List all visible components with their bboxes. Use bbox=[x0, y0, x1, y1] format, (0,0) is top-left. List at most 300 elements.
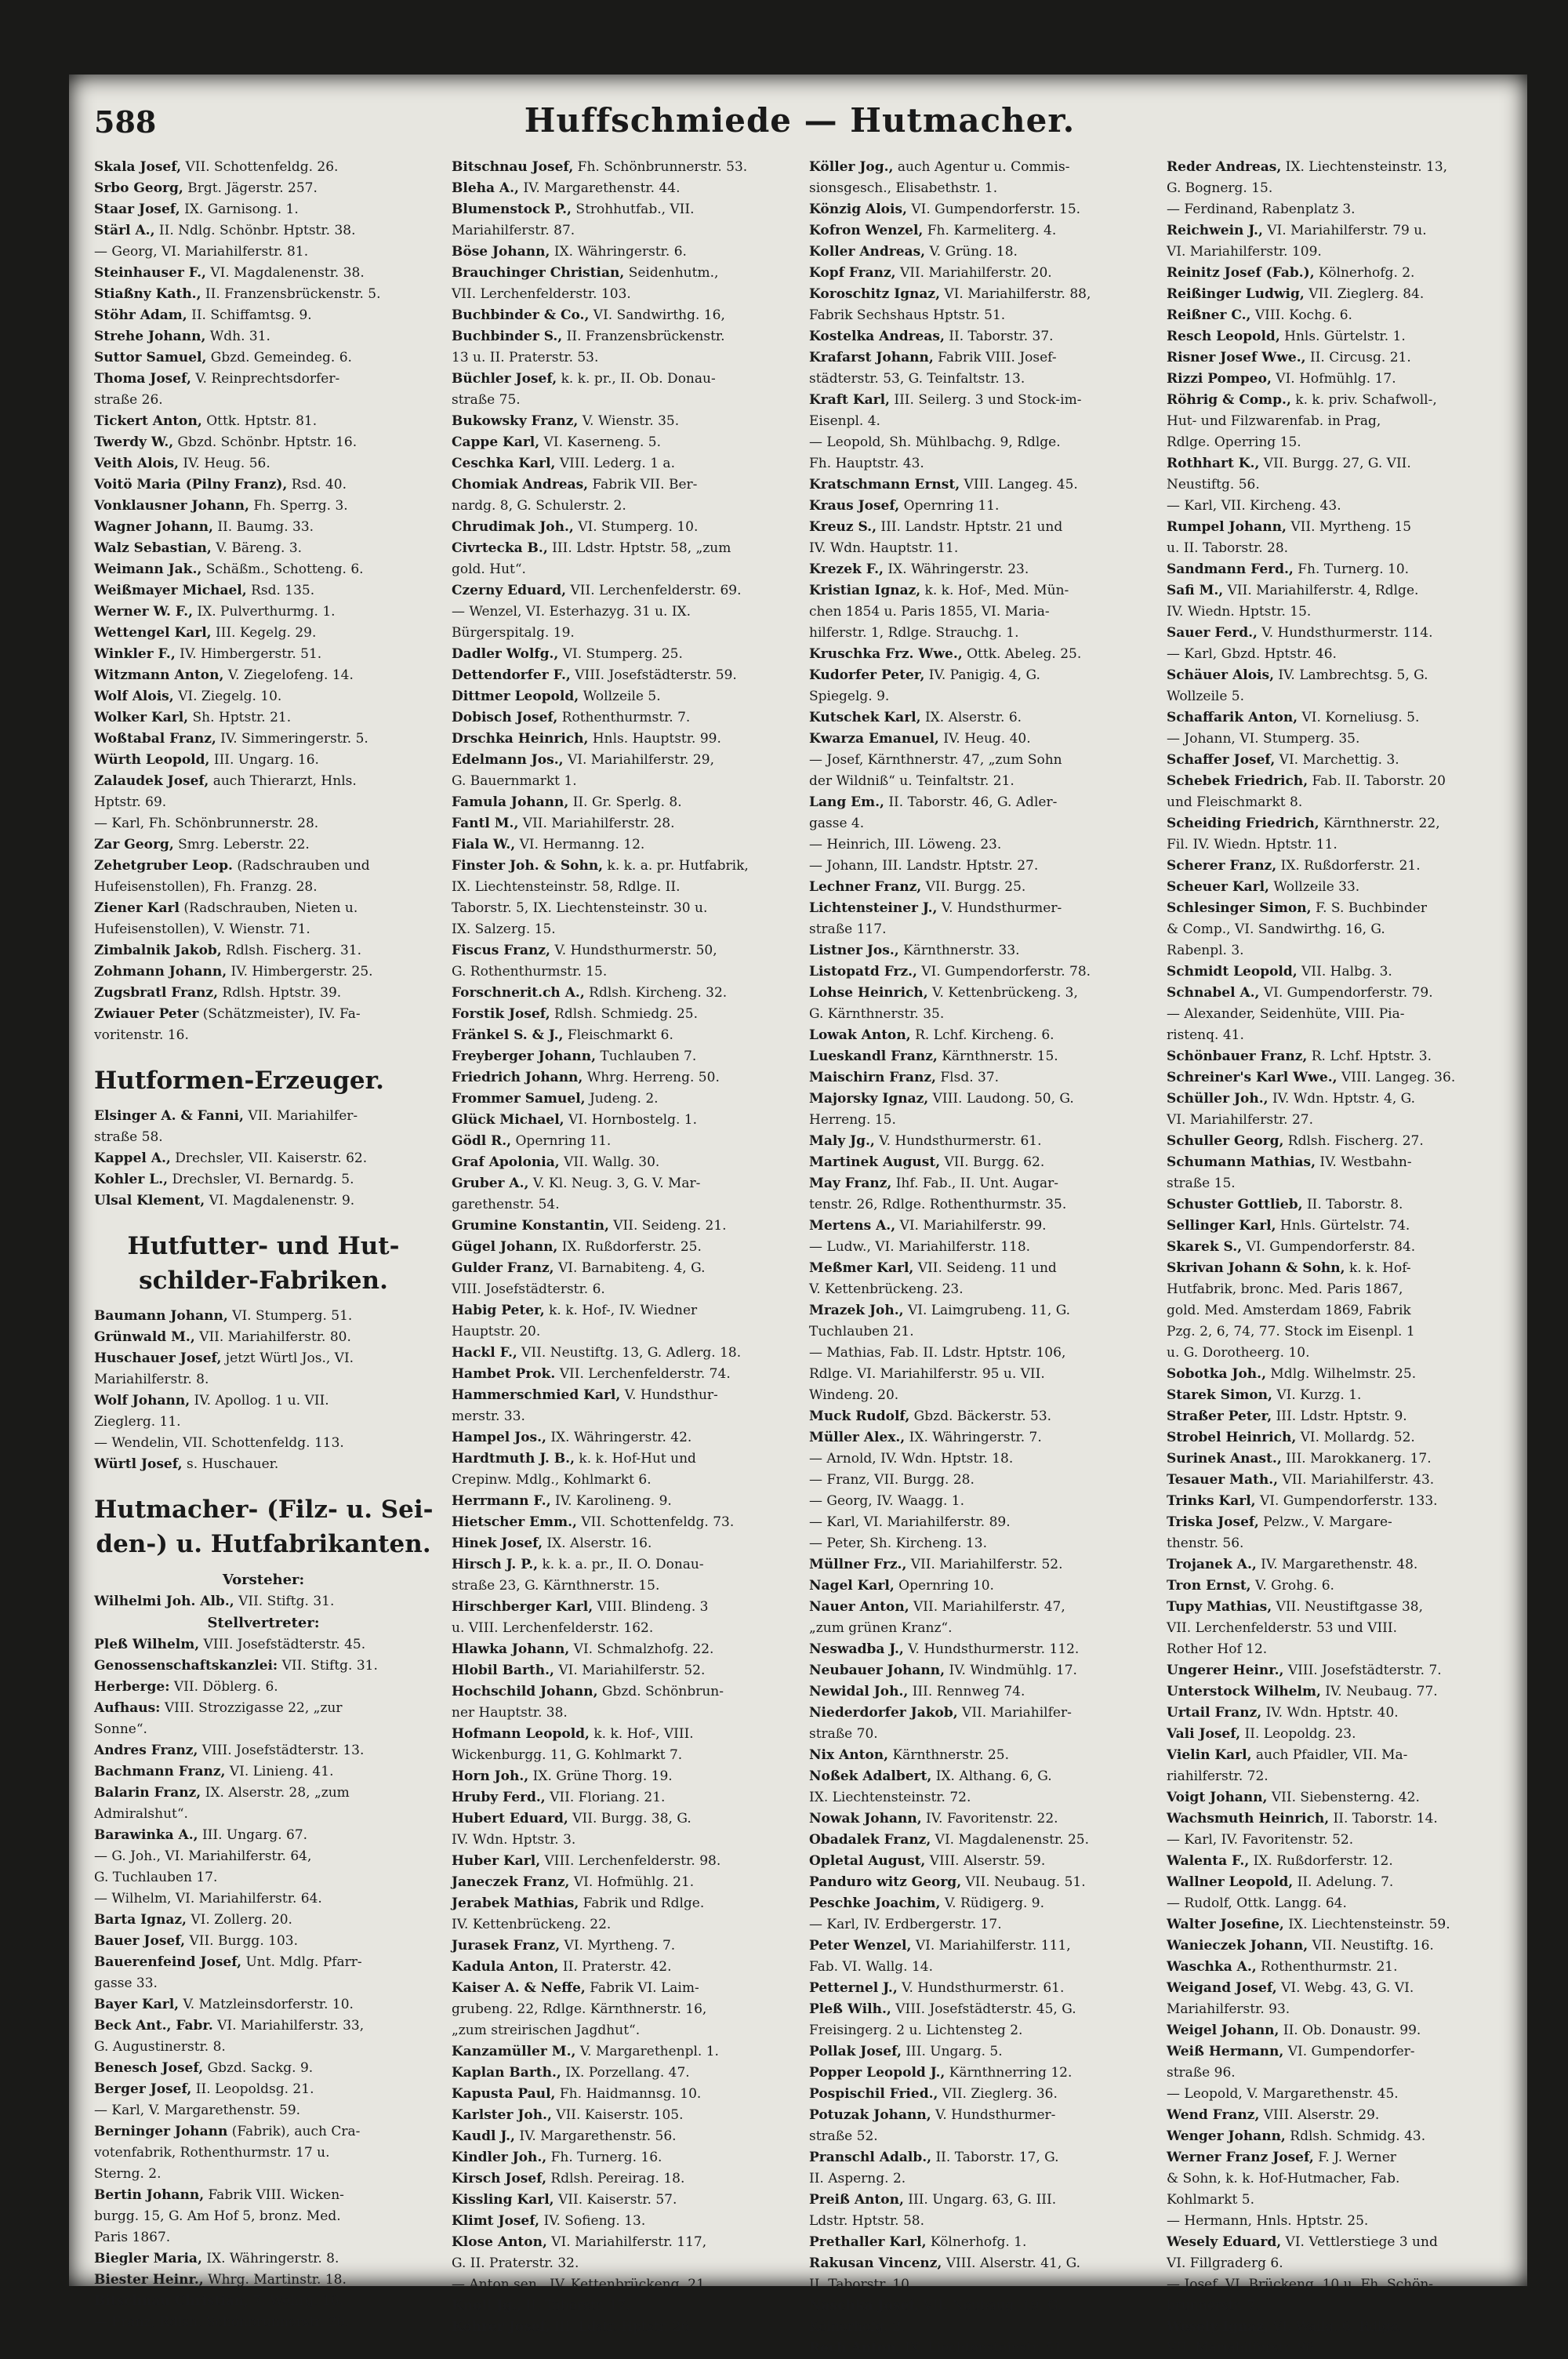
directory-entry bbox=[1167, 1258, 1505, 1279]
directory-entry bbox=[809, 729, 1148, 750]
directory-entry bbox=[1167, 453, 1505, 474]
entry-address: VI. Mariahilferstr. 88, bbox=[940, 286, 1091, 302]
directory-entry bbox=[809, 517, 1148, 538]
entry-address: VIII. Strozzigasse 22, „zur bbox=[160, 1700, 343, 1716]
directory-entry bbox=[1167, 1343, 1505, 1364]
directory-entry bbox=[809, 877, 1148, 898]
directory-entry bbox=[452, 580, 790, 602]
entry-address: VIII. Laudong. 50, G. bbox=[928, 1091, 1074, 1107]
entry-address: II. Praterstr. 42. bbox=[558, 1959, 672, 1975]
entry-name: Majorsky Ignaz, bbox=[809, 1091, 929, 1107]
directory-entry bbox=[452, 2168, 790, 2190]
entry-address: — Anton sen., IV. Kettenbrückeng. 21. bbox=[452, 2277, 710, 2292]
directory-entry bbox=[1167, 792, 1505, 813]
entry-address: VII. Kaiserstr. 57. bbox=[554, 2192, 677, 2208]
entry-address: gold. Med. Amsterdam 1869, Fabrik bbox=[1167, 1303, 1411, 1318]
entry-name: Vielin Karl, bbox=[1167, 1747, 1252, 1763]
entry-address: grubeng. 22, Rdlge. Kärnthnerstr. 16, bbox=[452, 2001, 707, 2017]
entry-address: gasse 4. bbox=[809, 816, 865, 831]
directory-entry bbox=[452, 1724, 790, 1745]
entry-address: Fabrik VIII. Josef- bbox=[933, 350, 1057, 365]
directory-entry bbox=[809, 1576, 1148, 1597]
entry-address: straße 26. bbox=[94, 392, 163, 408]
directory-entry bbox=[452, 1152, 790, 1173]
entry-address: IV. Apollog. 1 u. VII. bbox=[190, 1393, 329, 1408]
directory-entry bbox=[452, 2211, 790, 2232]
entry-name: Hammerschmied Karl, bbox=[452, 1387, 621, 1403]
directory-entry bbox=[1167, 898, 1505, 919]
entry-address: VII. Mariahilferstr. 47, bbox=[909, 1599, 1065, 1615]
directory-entry bbox=[1167, 1681, 1505, 1703]
entry-address: VI. Schmalzhofg. 22. bbox=[569, 1641, 714, 1657]
entry-address: VII. Seideng. 11 und bbox=[913, 1260, 1057, 1276]
entry-address: V. Hundsthurmerstr. 50, bbox=[550, 943, 717, 958]
directory-entry bbox=[94, 538, 433, 559]
entry-address: IX. Währingerstr. 6. bbox=[550, 244, 687, 260]
entry-name: Bitschnau Josef, bbox=[452, 159, 574, 175]
entry-name: Genossenschaftskanzlei: bbox=[94, 1658, 278, 1674]
section-heading-hutformen: Hutformen-Erzeuger. bbox=[94, 1067, 384, 1095]
directory-entry bbox=[452, 1258, 790, 1279]
directory-entry bbox=[94, 856, 433, 877]
directory-entry bbox=[94, 771, 433, 792]
entry-address: Ottk. Abeleg. 25. bbox=[962, 646, 1082, 662]
directory-entry bbox=[1167, 263, 1505, 284]
directory-entry bbox=[1167, 813, 1505, 834]
column-1 bbox=[94, 157, 434, 2330]
entry-address: k. k. Hof-, VIII. bbox=[589, 1726, 694, 1742]
entry-address: Ihf. Fab., II. Unt. Augar- bbox=[891, 1176, 1059, 1191]
directory-entry bbox=[452, 1131, 790, 1152]
directory-entry bbox=[1167, 2084, 1505, 2105]
entry-address: IV. Karolineng. 9. bbox=[550, 1493, 672, 1509]
entry-address: Neustiftg. 56. bbox=[1167, 477, 1260, 493]
entry-address: II. Leopoldsg. 21. bbox=[191, 2081, 314, 2097]
entry-address: IV. Heug. 56. bbox=[178, 456, 270, 471]
entry-address: VI. Myrtheng. 7. bbox=[560, 1938, 676, 1954]
directory-entry bbox=[809, 2168, 1148, 2190]
entry-address: VI. Hofmühlg. 21. bbox=[569, 1874, 695, 1890]
entry-address: Rothenthurmstr. 7. bbox=[557, 710, 691, 725]
directory-entry bbox=[452, 1914, 790, 1936]
entry-address: Crepinw. Mdlg., Kohlmarkt 6. bbox=[452, 1472, 652, 1488]
entry-name: Hackl F., bbox=[452, 1345, 517, 1361]
directory-entry bbox=[809, 792, 1148, 813]
entry-name: Herberge: bbox=[94, 1679, 170, 1695]
entry-name: Stärl A., bbox=[94, 223, 155, 238]
entry-name: Köhrer Josef, bbox=[452, 2319, 550, 2335]
directory-entry bbox=[452, 919, 790, 940]
directory-entry bbox=[94, 580, 433, 602]
entry-address: Gbzd. Gemeindeg. 6. bbox=[206, 350, 352, 365]
entry-address: Fh. Schönbrunnerstr. 53. bbox=[573, 159, 748, 175]
entry-name: Scheuer Karl, bbox=[1167, 879, 1269, 895]
entry-address: VI. Kaserneng. 5. bbox=[539, 434, 662, 450]
directory-entry bbox=[1167, 1703, 1505, 1724]
directory-entry bbox=[94, 877, 433, 898]
entry-name: Hietscher Emm., bbox=[452, 1514, 577, 1530]
entry-name: Kutschek Karl, bbox=[809, 710, 921, 725]
directory-entry bbox=[94, 2248, 433, 2270]
entry-address: VI. Kurzg. 1. bbox=[1272, 1387, 1362, 1403]
directory-entry bbox=[809, 2253, 1148, 2274]
column-2 bbox=[452, 157, 790, 2335]
entry-name: Tickert Anton, bbox=[94, 413, 202, 429]
directory-entry bbox=[94, 1369, 433, 1390]
entry-name: Steinhauser F., bbox=[94, 265, 206, 281]
directory-entry bbox=[809, 432, 1148, 453]
entry-address: Seidenhutm., bbox=[624, 265, 719, 281]
entry-name: Ulsal Klement, bbox=[94, 1193, 205, 1209]
directory-entry bbox=[1167, 686, 1505, 707]
entry-name: Neubauer Johann, bbox=[809, 1663, 946, 1678]
entry-address: V. Reinprechtsdorfer- bbox=[191, 371, 340, 387]
directory-entry bbox=[1167, 1110, 1505, 1131]
entry-address: Kölnerhofg. 1. bbox=[926, 2234, 1027, 2250]
column-3 bbox=[809, 157, 1148, 2356]
entry-address: Ottk. Hptstr. 81. bbox=[201, 413, 318, 429]
entry-address: 7. Wehrg. 16. bbox=[249, 2293, 344, 2309]
entry-name: Pollak Josef, bbox=[809, 2044, 902, 2059]
entry-address: VI. Magdalenenstr. 9. bbox=[205, 1193, 355, 1209]
directory-entry bbox=[94, 2058, 433, 2079]
directory-entry bbox=[452, 517, 790, 538]
entry-name: Skala Josef, bbox=[94, 159, 182, 175]
entry-name: Klimt Josef, bbox=[452, 2213, 540, 2229]
entry-name: Ziener Karl bbox=[94, 900, 180, 916]
directory-entry bbox=[452, 1830, 790, 1851]
entry-address: — Josef, VI. Brückeng. 10 u. Fh. Schön- bbox=[1167, 2277, 1434, 2292]
entry-address: Rdlge. Operring 15. bbox=[1167, 434, 1301, 450]
entry-address: IV. Wdn. Hptstr. 40. bbox=[1261, 1705, 1399, 1721]
entry-name: Lueskandl Franz, bbox=[809, 1049, 938, 1064]
entry-address: II. Ndlg. Schönbr. Hptstr. 38. bbox=[154, 223, 356, 238]
entry-name: Listopatd Frz., bbox=[809, 964, 917, 980]
entry-address: Sh. Hptstr. 21. bbox=[188, 710, 292, 725]
entry-address: VI. Vettlerstiege 3 und bbox=[1281, 2234, 1438, 2250]
directory-entry bbox=[809, 538, 1148, 559]
directory-entry bbox=[809, 1597, 1148, 1618]
entry-address: straße 52. bbox=[809, 2128, 878, 2144]
directory-entry bbox=[1167, 1406, 1505, 1427]
entry-name: Biegler Maria, bbox=[94, 2251, 202, 2266]
entry-name: Reinitz Josef (Fab.), bbox=[1167, 265, 1315, 281]
directory-entry bbox=[1167, 474, 1505, 496]
directory-entry bbox=[94, 1931, 433, 1952]
entry-address: Brgt. Jägerstr. 257. bbox=[183, 180, 318, 196]
directory-entry bbox=[94, 623, 433, 644]
directory-entry bbox=[94, 263, 433, 284]
directory-entry bbox=[1167, 1639, 1505, 1660]
entry-name: Vonklausner Johann, bbox=[94, 498, 249, 514]
entry-address: — Peter, Sh. Kircheng. 13. bbox=[809, 1536, 987, 1551]
directory-entry bbox=[452, 538, 790, 559]
entry-address: VII. Neustiftg. 16. bbox=[1308, 1938, 1434, 1954]
column-4 bbox=[1167, 157, 1505, 2356]
entry-address: Fil. IV. Wiedn. Hptstr. 11. bbox=[1167, 837, 1338, 852]
entry-address: und Fleischmarkt 8. bbox=[1167, 794, 1303, 810]
entry-address: II. Circusg. 21. bbox=[1305, 350, 1411, 365]
entry-name: Starek Simon, bbox=[1167, 1387, 1272, 1403]
directory-entry bbox=[452, 1554, 790, 1576]
entry-address: III. Ungarg. 5. bbox=[901, 2044, 1003, 2059]
directory-entry bbox=[809, 898, 1148, 919]
directory-entry bbox=[1167, 983, 1505, 1004]
entry-name: Kristian Ignaz, bbox=[809, 583, 921, 598]
directory-entry bbox=[1167, 1216, 1505, 1237]
entry-address: VI. Mariahilferstr. 27. bbox=[1167, 1112, 1313, 1128]
entry-name: Opletal August, bbox=[809, 1853, 926, 1869]
entry-address: IX. Garnisong. 1. bbox=[180, 202, 299, 217]
entry-address: Freisingerg. 2 u. Lichtensteg 2. bbox=[809, 2023, 1023, 2038]
entry-address: IV. Heug. 40. bbox=[938, 731, 1031, 747]
directory-entry bbox=[452, 1957, 790, 1978]
entry-name: Bachmann Franz, bbox=[94, 1764, 226, 1779]
directory-entry bbox=[452, 369, 790, 390]
entry-name: Ungerer Heinr., bbox=[1167, 1663, 1284, 1678]
entry-name: Rumpel Johann, bbox=[1167, 519, 1287, 535]
entry-name: Aufhaus: bbox=[94, 1700, 161, 1716]
entry-address: III. Rennweg 74. bbox=[908, 1684, 1025, 1699]
directory-entry bbox=[1167, 1554, 1505, 1576]
entry-name: Scherer Franz, bbox=[1167, 858, 1277, 874]
directory-entry bbox=[809, 1957, 1148, 1978]
entry-address: u. VIII. Lerchenfelderstr. 162. bbox=[452, 1620, 654, 1636]
entry-address: garethenstr. 54. bbox=[452, 1197, 560, 1212]
entry-name: Sauer Ferd., bbox=[1167, 625, 1258, 641]
entry-address: Kärnthnerring 12. bbox=[945, 2065, 1073, 2081]
entry-address: VI. Hermanng. 12. bbox=[515, 837, 645, 852]
entry-address: III. Ungarg. 67. bbox=[198, 1827, 308, 1843]
directory-entry bbox=[452, 1046, 790, 1067]
directory-entry bbox=[809, 1512, 1148, 1533]
entry-address: VII. Burgg. 27, G. VII. bbox=[1259, 456, 1411, 471]
entry-name: Bleha A., bbox=[452, 180, 519, 196]
entry-name: Dettendorfer F., bbox=[452, 667, 571, 683]
entry-name: Berger Josef, bbox=[94, 2081, 192, 2097]
directory-entry bbox=[452, 432, 790, 453]
entry-name: Schmidt Leopold, bbox=[1167, 964, 1298, 980]
directory-entry bbox=[809, 220, 1148, 242]
directory-entry bbox=[94, 2291, 433, 2312]
directory-entry bbox=[94, 2143, 433, 2164]
entry-name: Pleß Wilhelm, bbox=[94, 1637, 200, 1652]
entry-name: Könzig Alois, bbox=[809, 202, 907, 217]
directory-entry bbox=[452, 305, 790, 326]
entry-address: Whrg. Martinstr. 18. bbox=[203, 2272, 347, 2288]
entry-address: Fabrik VIII. Wicken- bbox=[204, 2187, 344, 2203]
entry-name: Kirsch Josef, bbox=[452, 2171, 547, 2186]
entry-name: Panduro witz Georg, bbox=[809, 1874, 962, 1890]
directory-entry bbox=[452, 1660, 790, 1681]
directory-entry bbox=[452, 644, 790, 665]
directory-entry bbox=[809, 1004, 1148, 1025]
entry-address: — Franz, VII. Burgg. 28. bbox=[809, 1472, 975, 1488]
entry-name: Hirsch J. P., bbox=[452, 1557, 539, 1572]
entry-name: Andres Franz, bbox=[94, 1743, 198, 1758]
entry-address: VIII. Alserstr. 59. bbox=[925, 1853, 1046, 1869]
entry-address: VIII. Alserstr. 41, G. bbox=[942, 2255, 1081, 2271]
directory-entry bbox=[94, 1390, 433, 1412]
directory-entry bbox=[809, 2126, 1148, 2147]
entry-address: k. k. a. pr. Hutfabrik, bbox=[603, 858, 749, 874]
entry-address: straße 96. bbox=[1167, 2065, 1236, 2081]
directory-entry bbox=[452, 1067, 790, 1089]
section-heading-line: Hutfutter- und Hut- bbox=[127, 1232, 400, 1260]
entry-name: Zohmann Johann, bbox=[94, 964, 227, 980]
entry-name: Rakusan Vincenz, bbox=[809, 2255, 942, 2271]
section-heading-hutfutter bbox=[94, 1229, 433, 1298]
entry-name: Müllner Frz., bbox=[809, 1557, 907, 1572]
entry-address: VII. Burgg. 62. bbox=[940, 1154, 1045, 1170]
directory-entry bbox=[94, 1994, 433, 2016]
entry-address: VIII. Josefstädterstr. 6. bbox=[452, 1281, 605, 1297]
entry-name: Urtail Franz, bbox=[1167, 1705, 1262, 1721]
entry-address: III. Landstr. Hptstr. 21 und bbox=[877, 519, 1063, 535]
entry-name: Hinek Josef, bbox=[452, 1536, 543, 1551]
entry-name: Edelmann Jos., bbox=[452, 752, 564, 768]
entry-address: III. Ldstr. Hptstr. 9. bbox=[1272, 1408, 1407, 1424]
entry-name: Mrazek Joh., bbox=[809, 1303, 904, 1318]
entry-address: VII. Lerchenfelderstr. 69. bbox=[566, 583, 742, 598]
directory-entry bbox=[452, 1194, 790, 1216]
entry-address: Fh. Turnerg. 10. bbox=[1293, 562, 1410, 577]
directory-entry bbox=[94, 1454, 433, 1475]
directory-entry bbox=[452, 1004, 790, 1025]
directory-entry bbox=[1167, 644, 1505, 665]
directory-entry bbox=[1167, 1766, 1505, 1787]
entry-address: Hufeisenstollen), V. Wienstr. 71. bbox=[94, 921, 310, 937]
entry-name: Kwarza Emanuel, bbox=[809, 731, 939, 747]
directory-entry bbox=[452, 199, 790, 220]
entry-name: Finster Joh. & Sohn, bbox=[452, 858, 604, 874]
entry-address: VI. Stumperg. 10. bbox=[573, 519, 699, 535]
directory-entry bbox=[1167, 1470, 1505, 1491]
entry-address: Sterng. 2. bbox=[94, 2166, 162, 2182]
entry-address: VIII. Alserstr. 29. bbox=[1259, 2107, 1380, 2123]
entry-name: Wilhelmi Joh. Alb., bbox=[94, 1594, 234, 1609]
directory-entry bbox=[452, 1173, 790, 1194]
directory-entry bbox=[1167, 559, 1505, 580]
entry-address: der Wildniß“ u. Teinfaltstr. 21. bbox=[809, 773, 1014, 789]
directory-entry bbox=[1167, 1385, 1505, 1406]
directory-entry bbox=[809, 1745, 1148, 1766]
entry-name: Stiaßny Kath., bbox=[94, 286, 201, 302]
entry-address: V. Hundsthurmerstr. 61. bbox=[874, 1133, 1042, 1149]
entry-name: Kapusta Paul, bbox=[452, 2086, 556, 2102]
directory-entry bbox=[452, 1872, 790, 1893]
directory-entry bbox=[809, 1681, 1148, 1703]
entry-address: IV. Panigig. 4, G. bbox=[924, 667, 1040, 683]
directory-entry bbox=[1167, 1173, 1505, 1194]
entry-address: VII. Lerchenfelderstr. 53 und VIII. bbox=[1167, 1620, 1397, 1636]
entry-address: IV. Wiedn. Hptstr. 15. bbox=[1167, 604, 1312, 620]
entry-address: II. Leopoldg. 23. bbox=[1240, 1726, 1356, 1742]
directory-entry bbox=[1167, 1279, 1505, 1300]
directory-page bbox=[69, 75, 1527, 2356]
entry-name: Nix Anton, bbox=[809, 1747, 889, 1763]
entry-address: V. Kl. Neug. 3, G. V. Mar- bbox=[528, 1176, 701, 1191]
entry-address: Fabrik VI. Laim- bbox=[585, 1980, 699, 1996]
directory-entry bbox=[94, 474, 433, 496]
directory-entry bbox=[1167, 834, 1505, 856]
entry-name: Voitö Maria (Pilny Franz), bbox=[94, 477, 288, 493]
directory-entry bbox=[1167, 1131, 1505, 1152]
entry-name: Safi M., bbox=[1167, 583, 1224, 598]
directory-entry bbox=[94, 940, 433, 961]
entry-name: Strobel Heinrich, bbox=[1167, 1430, 1297, 1445]
entry-address: VII. Zieglerg. 36. bbox=[938, 2086, 1058, 2102]
entry-name: Chrudimak Joh., bbox=[452, 519, 574, 535]
entry-address: — Hermann, Hnls. Hptstr. 25. bbox=[1167, 2213, 1369, 2229]
directory-entry bbox=[1167, 602, 1505, 623]
entry-address: IX. Liechtensteinstr. 72. bbox=[809, 1790, 971, 1805]
directory-entry bbox=[452, 1999, 790, 2020]
entry-address: — Leopold, Sh. Mühlbachg. 9, Rdlge. bbox=[809, 434, 1061, 450]
entry-name: Pleß Wilh., bbox=[809, 2001, 891, 2017]
directory-entry bbox=[809, 2317, 1148, 2338]
directory-entry bbox=[1167, 877, 1505, 898]
entry-address: Rabenpl. 3. bbox=[1167, 943, 1244, 958]
entry-name: Gödl R., bbox=[452, 1133, 512, 1149]
entry-name: Resch Leopold, bbox=[1167, 329, 1280, 344]
directory-entry bbox=[1167, 1067, 1505, 1089]
directory-entry bbox=[94, 517, 433, 538]
entry-address: auch Thierarzt, Hnls. bbox=[209, 773, 357, 789]
entry-address: Hnls. Gürtelstr. 1. bbox=[1279, 329, 1406, 344]
entry-address: Mariahilferstr. 8. bbox=[94, 1372, 209, 1387]
entry-address: Rother Hof 12. bbox=[1167, 1641, 1268, 1657]
entry-address: nardg. 8, G. Schulerstr. 2. bbox=[452, 498, 626, 514]
directory-entry bbox=[94, 1591, 433, 1612]
directory-entry bbox=[94, 1004, 433, 1025]
directory-entry bbox=[452, 898, 790, 919]
entry-address: Ldstr. Hptstr. 58. bbox=[809, 2213, 924, 2229]
directory-entry bbox=[1167, 369, 1505, 390]
entry-address: VII. Seideng. 21. bbox=[608, 1218, 727, 1234]
directory-entry bbox=[452, 1681, 790, 1703]
entry-address: Gbzd. Sackg. 9. bbox=[203, 2060, 314, 2076]
directory-entry bbox=[1167, 1914, 1505, 1936]
entry-address: VII. Burgg. 103. bbox=[185, 1933, 298, 1949]
directory-entry bbox=[809, 1089, 1148, 1110]
entry-name: Schlesinger Simon, bbox=[1167, 900, 1312, 916]
section-heading-line: den-) u. Hutfabrikanten. bbox=[96, 1530, 431, 1558]
directory-entry bbox=[809, 1491, 1148, 1512]
entry-address: III. Marokkanerg. 17. bbox=[1281, 1451, 1432, 1467]
directory-entry bbox=[94, 961, 433, 983]
entry-address: Mariahilferstr. 87. bbox=[452, 223, 575, 238]
directory-entry bbox=[809, 644, 1148, 665]
directory-entry bbox=[809, 1533, 1148, 1554]
directory-entry bbox=[809, 242, 1148, 263]
directory-entry bbox=[1167, 707, 1505, 729]
entry-address: V. Bäreng. 3. bbox=[211, 540, 303, 556]
entry-address: II. Taborstr. 8. bbox=[1302, 1197, 1403, 1212]
entry-name: Schaffer Josef, bbox=[1167, 752, 1276, 768]
entry-address: städterstr. 53, G. Teinfaltstr. 13. bbox=[809, 371, 1025, 387]
entry-address: V. Hundsthurmerstr. 112. bbox=[903, 1641, 1080, 1657]
entry-address: Rdlsh. Schmidg. 43. bbox=[1285, 2128, 1426, 2144]
directory-entry bbox=[94, 1677, 433, 1698]
entry-name: Koller Andreas, bbox=[809, 244, 926, 260]
directory-entry bbox=[452, 1808, 790, 1830]
entry-address: Wollzeile 5. bbox=[1167, 689, 1245, 704]
directory-entry bbox=[94, 1783, 433, 1804]
entry-address: — Karl, IV. Erdbergerstr. 17. bbox=[809, 1917, 1002, 1932]
entry-address: VI. Mariahilferstr. 111, bbox=[911, 1938, 1071, 1954]
directory-entry bbox=[452, 707, 790, 729]
